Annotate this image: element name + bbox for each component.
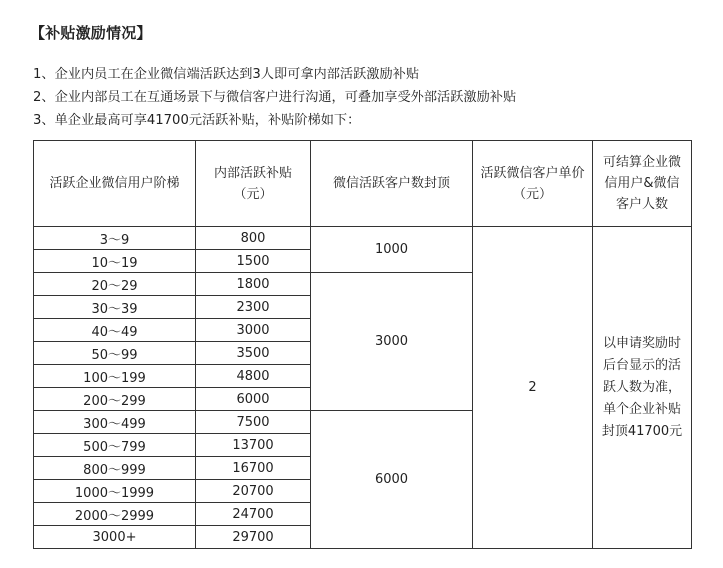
header-tier: 活跃企业微信用户阶梯 — [34, 141, 196, 227]
cap-cell: 3000 — [311, 273, 473, 411]
subsidy-cell: 800 — [196, 227, 311, 250]
section-heading: 【补贴激励情况】 — [30, 24, 152, 42]
subsidy-cell: 4800 — [196, 365, 311, 388]
tier-table-body — [34, 141, 692, 549]
tier-cell: 20～29 — [34, 273, 196, 296]
tier-cell: 800～999 — [34, 457, 196, 480]
intro-list — [33, 63, 516, 132]
tier-cell: 500～799 — [34, 434, 196, 457]
header-settle: 可结算企业微信用户&微信客户人数 — [593, 141, 692, 227]
header-cap: 微信活跃客户数封顶 — [311, 141, 473, 227]
intro-line: 1、企业内员工在企业微信端活跃达到3人即可拿内部活跃激励补贴 — [33, 67, 420, 82]
tier-cell: 3～9 — [34, 227, 196, 250]
subsidy-cell: 3500 — [196, 342, 311, 365]
subsidy-cell: 3000 — [196, 319, 311, 342]
tier-cell: 40～49 — [34, 319, 196, 342]
subsidy-cell: 29700 — [196, 526, 311, 549]
tier-cell: 300～499 — [34, 411, 196, 434]
subsidy-cell: 16700 — [196, 457, 311, 480]
tier-cell: 1000～1999 — [34, 480, 196, 503]
subsidy-cell: 7500 — [196, 411, 311, 434]
tier-cell: 50～99 — [34, 342, 196, 365]
cap-cell: 6000 — [311, 411, 473, 549]
table-row — [34, 227, 692, 250]
tier-cell: 2000～2999 — [34, 503, 196, 526]
subsidy-cell: 1500 — [196, 250, 311, 273]
tier-cell: 30～39 — [34, 296, 196, 319]
header-subsidy: 内部活跃补贴（元） — [196, 141, 311, 227]
subsidy-cell: 13700 — [196, 434, 311, 457]
cap-cell: 1000 — [311, 227, 473, 273]
header-unit-price: 活跃微信客户单价（元） — [473, 141, 593, 227]
subsidy-cell: 1800 — [196, 273, 311, 296]
intro-line: 3、单企业最高可享41700元活跃补贴，补贴阶梯如下： — [33, 113, 361, 128]
subsidy-cell: 2300 — [196, 296, 311, 319]
intro-line: 2、企业内部员工在互通场景下与微信客户进行沟通，可叠加享受外部活跃激励补贴 — [33, 90, 517, 105]
subsidy-cell: 6000 — [196, 388, 311, 411]
subsidy-cell: 24700 — [196, 503, 311, 526]
unit-price-cell: 2 — [473, 227, 593, 549]
tier-cell: 100～199 — [34, 365, 196, 388]
tier-cell: 10～19 — [34, 250, 196, 273]
settle-note-cell: 以申请奖励时后台显示的活跃人数为准，单个企业补贴封顶41700元 — [593, 227, 692, 549]
tier-cell: 3000+ — [34, 526, 196, 549]
subsidy-tier-table — [33, 140, 692, 549]
subsidy-cell: 20700 — [196, 480, 311, 503]
tier-cell: 200～299 — [34, 388, 196, 411]
table-header-row — [34, 141, 692, 227]
